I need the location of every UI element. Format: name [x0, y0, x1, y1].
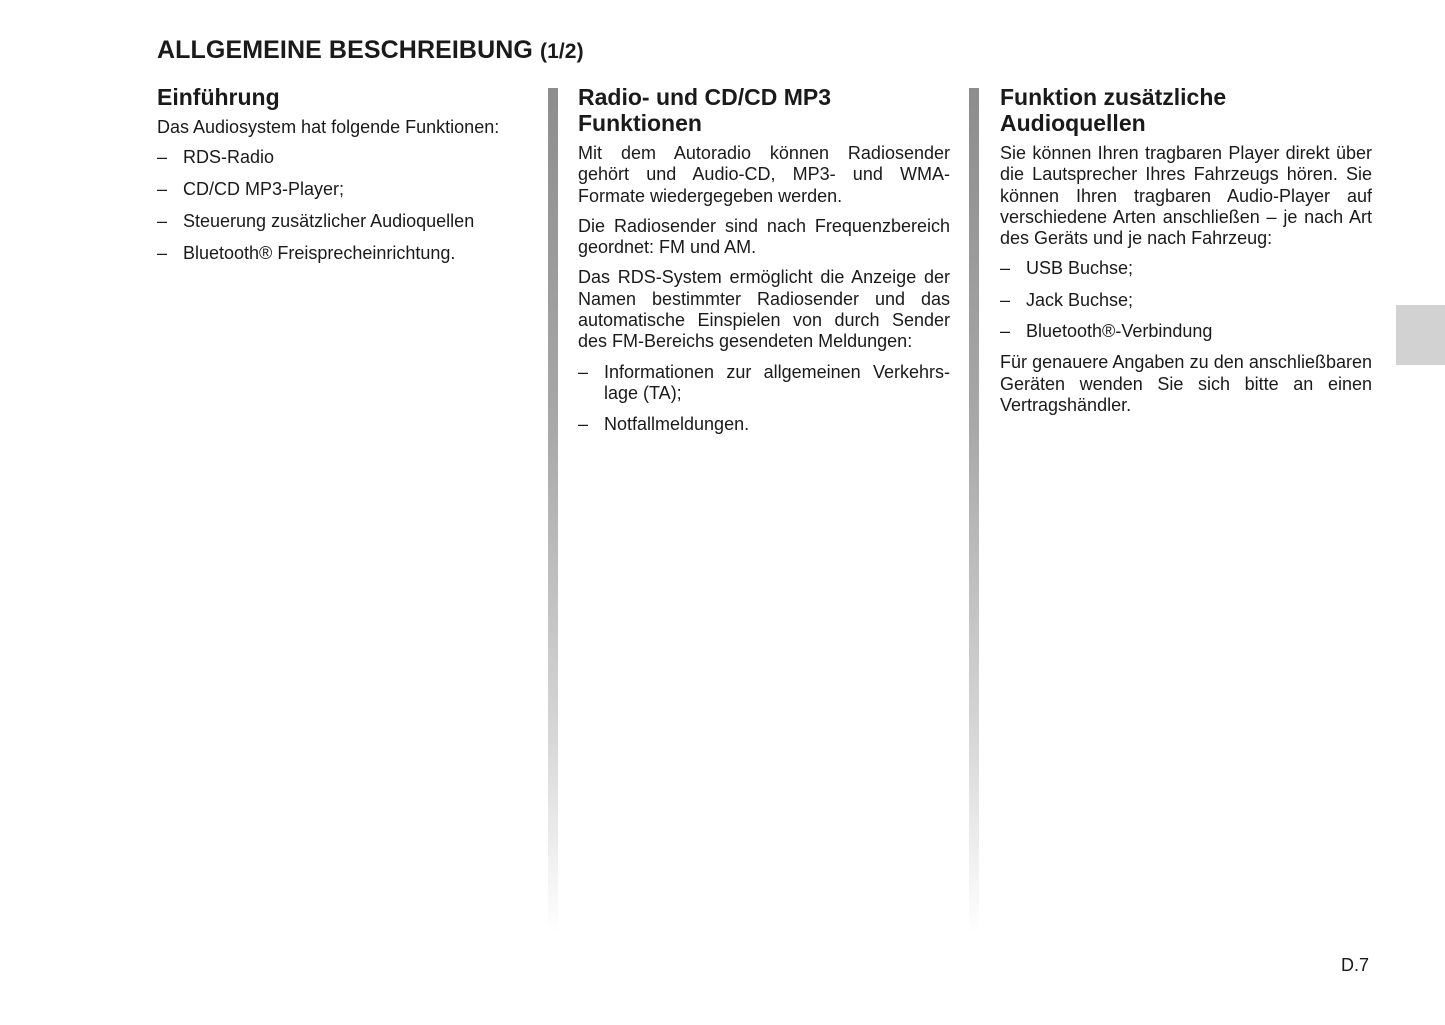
radio-paragraph: Die Radiosender sind nach Frequenzbereich geordnet: FM und AM. [578, 215, 950, 258]
radio-heading: Radio- und CD/CD MP3 Funktionen [578, 84, 831, 136]
dash-marker: – [157, 179, 168, 200]
intro-section [157, 84, 529, 274]
list-item-text: CD/CD MP3-Player; [183, 179, 345, 200]
aux-section [1000, 84, 1372, 425]
rds-message-list [578, 362, 950, 436]
list-item-text: Bluetooth® Freisprecheinrichtung. [183, 242, 456, 263]
list-item-text: Jack Buchse; [1026, 289, 1134, 310]
dash-marker: – [1000, 289, 1011, 310]
dash-marker: – [578, 414, 589, 435]
dash-marker: – [1000, 258, 1011, 279]
aux-note: Für genauere Angaben zu den anschließbaren Geräten wenden Sie sich bitte an einen Vertragshändler. [1000, 352, 1372, 415]
list-item-text: Steuerung zusätzlicher Audioquellen [183, 210, 475, 231]
page-title-text: ALLGEMEINE BESCHREIBUNG [157, 36, 533, 64]
radio-section [578, 84, 950, 446]
list-item-text: Bluetooth®-Verbindung [1026, 321, 1213, 342]
list-item [157, 147, 529, 168]
list-item-text: USB Buchse; [1026, 258, 1134, 279]
connection-list [1000, 258, 1372, 342]
list-item-text: RDS-Radio [183, 147, 275, 168]
aux-paragraph: Sie können Ihren tragbaren Player direkt über die Lautsprecher Ihres Fahrzeugs hören. Sie können Ihren tragbaren Audio-Player auf verschiedene Arten anschließen – je nach Art des Geräts und je nach Fahrzeug: [1000, 143, 1372, 249]
list-item [1000, 258, 1372, 279]
list-item [157, 243, 529, 264]
page-title-suffix: (1/2) [539, 40, 584, 63]
list-item-text: Informationen zur allgemeinen Verkehrslage (TA); [604, 361, 950, 403]
radio-paragraph: Das RDS-System ermöglicht die Anzeige der Namen bestimmter Radiosender und das automatische Einspielen von durch Sender des FM-Bereichs gesendeten Meldungen: [578, 267, 950, 352]
list-item [578, 362, 950, 405]
list-item [157, 211, 529, 232]
intro-lead: Das Audiosystem hat folgende Funktionen: [157, 117, 500, 137]
column-divider [969, 88, 979, 933]
intro-function-list [157, 147, 529, 264]
dash-marker: – [578, 361, 589, 382]
list-item-text: Notfallmeldungen. [604, 414, 750, 435]
column-divider [548, 88, 558, 933]
list-item [1000, 290, 1372, 311]
dash-marker: – [157, 242, 168, 263]
chapter-tab-marker [1396, 305, 1445, 365]
page-number: D.7 [1341, 955, 1370, 975]
intro-heading: Einführung [157, 84, 280, 110]
list-item [578, 414, 950, 435]
list-item [157, 179, 529, 200]
dash-marker: – [1000, 321, 1011, 342]
dash-marker: – [157, 210, 168, 231]
radio-paragraph: Mit dem Autoradio können Radiosender gehört und Audio-CD, MP3- und WMA-Formate wiedergegeben werden. [578, 143, 950, 206]
aux-heading: Funktion zusätzliche Audioquellen [1000, 84, 1227, 136]
list-item [1000, 321, 1372, 342]
page-title [157, 36, 584, 65]
dash-marker: – [157, 147, 168, 168]
